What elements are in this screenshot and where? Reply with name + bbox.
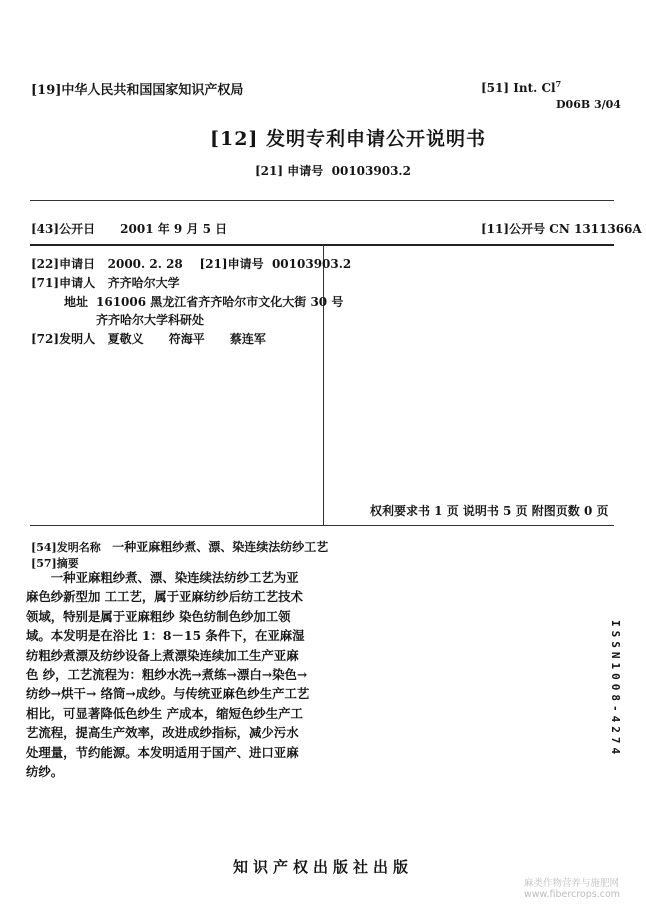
document-title — [210, 124, 486, 151]
code-11: [11] — [481, 222, 510, 236]
pages-summary: 权利要求书 1 页 说明书 5 页 附图页数 0 页 — [370, 504, 609, 518]
top-divider — [30, 200, 614, 201]
address-line-2: 齐齐哈尔大学科研处 — [96, 313, 205, 327]
code-22: [22] — [31, 257, 60, 271]
document-title-text: 发明专利申请公开说明书 — [266, 128, 487, 150]
address-line-1: 161006 黑龙江省齐齐哈尔市文化大街 30 号 — [96, 295, 344, 309]
code-54: [54] — [31, 541, 57, 554]
inventor-label: 发明人 — [59, 332, 96, 346]
publication-date-line — [31, 220, 227, 237]
address-label: 地址 — [64, 295, 89, 309]
publisher-footer: 知识产权出版社出版 — [232, 858, 413, 876]
watermark-line-2: www.fibercrops.com — [524, 889, 621, 900]
column-divider — [323, 245, 324, 525]
authority-name: 中华人民共和国国家知识产权局 — [61, 83, 244, 98]
publication-date: 2001 年 9 月 5 日 — [120, 222, 228, 236]
biblio-top-border — [30, 244, 614, 246]
watermark-line-1: 麻类作物营养与施肥网 — [524, 878, 620, 889]
publication-number: CN 1311366A — [549, 222, 642, 236]
inventor-2: 符海平 — [168, 332, 205, 346]
inventor-line — [31, 330, 266, 347]
issn-vertical: ISSN1008-4274 — [609, 620, 622, 759]
code-71: [71] — [31, 276, 60, 290]
authority-line — [31, 79, 243, 98]
inventor-1: 夏敬义 — [107, 332, 144, 346]
application-number-2: 00103903.2 — [271, 257, 352, 271]
int-cl-line — [481, 79, 561, 95]
code-72: [72] — [31, 332, 60, 346]
filing-date: 2000. 2. 28 — [107, 257, 183, 271]
publication-date-label: 公开日 — [59, 222, 96, 236]
biblio-bottom-border — [30, 525, 614, 526]
filing-date-label: 申请日 — [59, 257, 96, 271]
int-cl-label: Int. Cl — [513, 81, 556, 95]
applicant: 齐齐哈尔大学 — [107, 276, 180, 290]
code-21: [21] — [255, 164, 284, 178]
code-57: [57] — [31, 557, 57, 570]
applicant-line — [31, 274, 180, 291]
application-number-label-2: 申请号 — [227, 257, 264, 271]
int-cl-superscript: 7 — [555, 79, 562, 89]
application-number: 00103903.2 — [331, 164, 411, 178]
invention-name-label: 发明名称 — [56, 541, 101, 554]
abstract-text: 一种亚麻粗纱煮、漂、染连续法纺纱工艺为亚麻色纱新型加 工工艺，属于亚麻纺纱后纺工艺技术领域，特别是属于亚麻粗纱 染色纺制色纱加工领域。本发明是在浴比 1：8－15 条件下，在亚麻湿纺粗纱煮漂及纺纱设备上煮漂染连续加工生产亚麻色 纱，工艺流程为：粗纱水洗→煮练→漂白→染色→纺纱→烘干→ 络筒→成纱。与传统亚麻色纱生产工艺相比，可显著降低色纱生 产成本，缩短色纱生产工艺流程，提高生产效率，改进成纱指标，减少污水处理量，节约能源。本发明适用于国产、进口亚麻 纺纱。 — [26, 570, 310, 780]
applicant-label: 申请人 — [59, 276, 96, 290]
invention-name-line — [31, 538, 328, 555]
inventor-3: 蔡连军 — [229, 332, 266, 346]
watermark — [524, 878, 642, 900]
code-19: [19] — [31, 83, 62, 98]
publication-number-label: 公开号 — [509, 222, 546, 236]
code-51: [51] — [481, 81, 510, 95]
ipc-class: D06B 3/04 — [556, 98, 621, 111]
invention-name: 一种亚麻粗纱煮、漂、染连续法纺纱工艺 — [112, 540, 329, 554]
code-12: [12] — [210, 128, 259, 150]
application-number-line — [255, 162, 411, 179]
abstract-label: 摘要 — [56, 557, 79, 570]
code-43: [43] — [31, 222, 60, 236]
filing-date-line — [31, 255, 351, 272]
application-number-label: 申请号 — [287, 164, 324, 178]
publication-number-line — [481, 220, 642, 237]
code-21b: [21] — [199, 257, 228, 271]
